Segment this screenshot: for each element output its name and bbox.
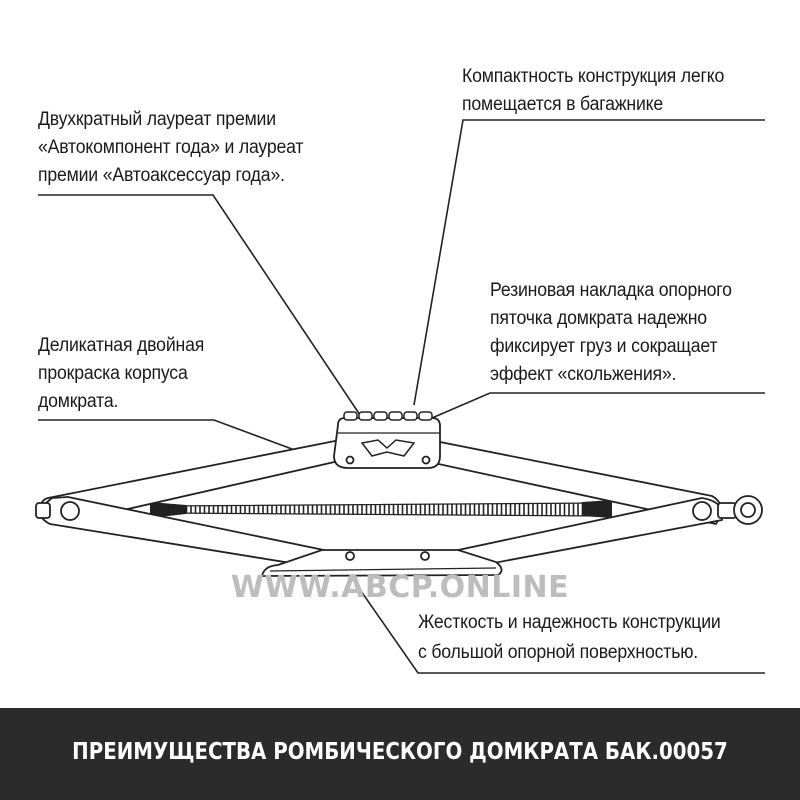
- callout-line: помещается в багажнике: [462, 94, 664, 115]
- callout-line: Двухкратный лауреат премии: [38, 109, 276, 130]
- leader-rubber: [432, 393, 765, 418]
- callout-line: «Автокомпонент года» и лауреат: [38, 137, 304, 158]
- callout-line: премии «Автоаксессуар года».: [38, 165, 285, 186]
- callout-line: Жесткость и надежность конструкции: [418, 612, 721, 633]
- callout-line: фиксирует груз и сокращает: [490, 336, 718, 357]
- callout-line: пяточка домкрата надежно: [490, 308, 707, 329]
- leader-paint: [38, 420, 300, 452]
- threaded-screw: [150, 500, 612, 518]
- callout-line: Деликатная двойная: [38, 335, 205, 356]
- footer-title: ПРЕИМУЩЕСТВА РОМБИЧЕСКОГО ДОМКРАТА БАК.00057: [72, 739, 728, 765]
- callout-awards: [38, 106, 303, 190]
- callout-rigidity: [418, 608, 721, 668]
- callout-line: Компактность конструкция легко: [462, 66, 725, 87]
- callout-rubber-pad: [490, 277, 732, 389]
- callout-line: эффект «скольжения».: [490, 364, 677, 385]
- callout-paint: [38, 332, 204, 416]
- callout-line: с большой опорной поверхностью.: [418, 642, 699, 663]
- callout-line: прокраска корпуса: [38, 363, 188, 384]
- watermark: WWW.ABCP.ONLINE: [230, 570, 570, 605]
- callout-line: Резиновая накладка опорного: [490, 280, 732, 301]
- footer-bar: [0, 708, 800, 800]
- callout-line: домкрата.: [38, 391, 119, 412]
- callout-compact: [462, 63, 724, 119]
- lifting-pad: [334, 412, 440, 468]
